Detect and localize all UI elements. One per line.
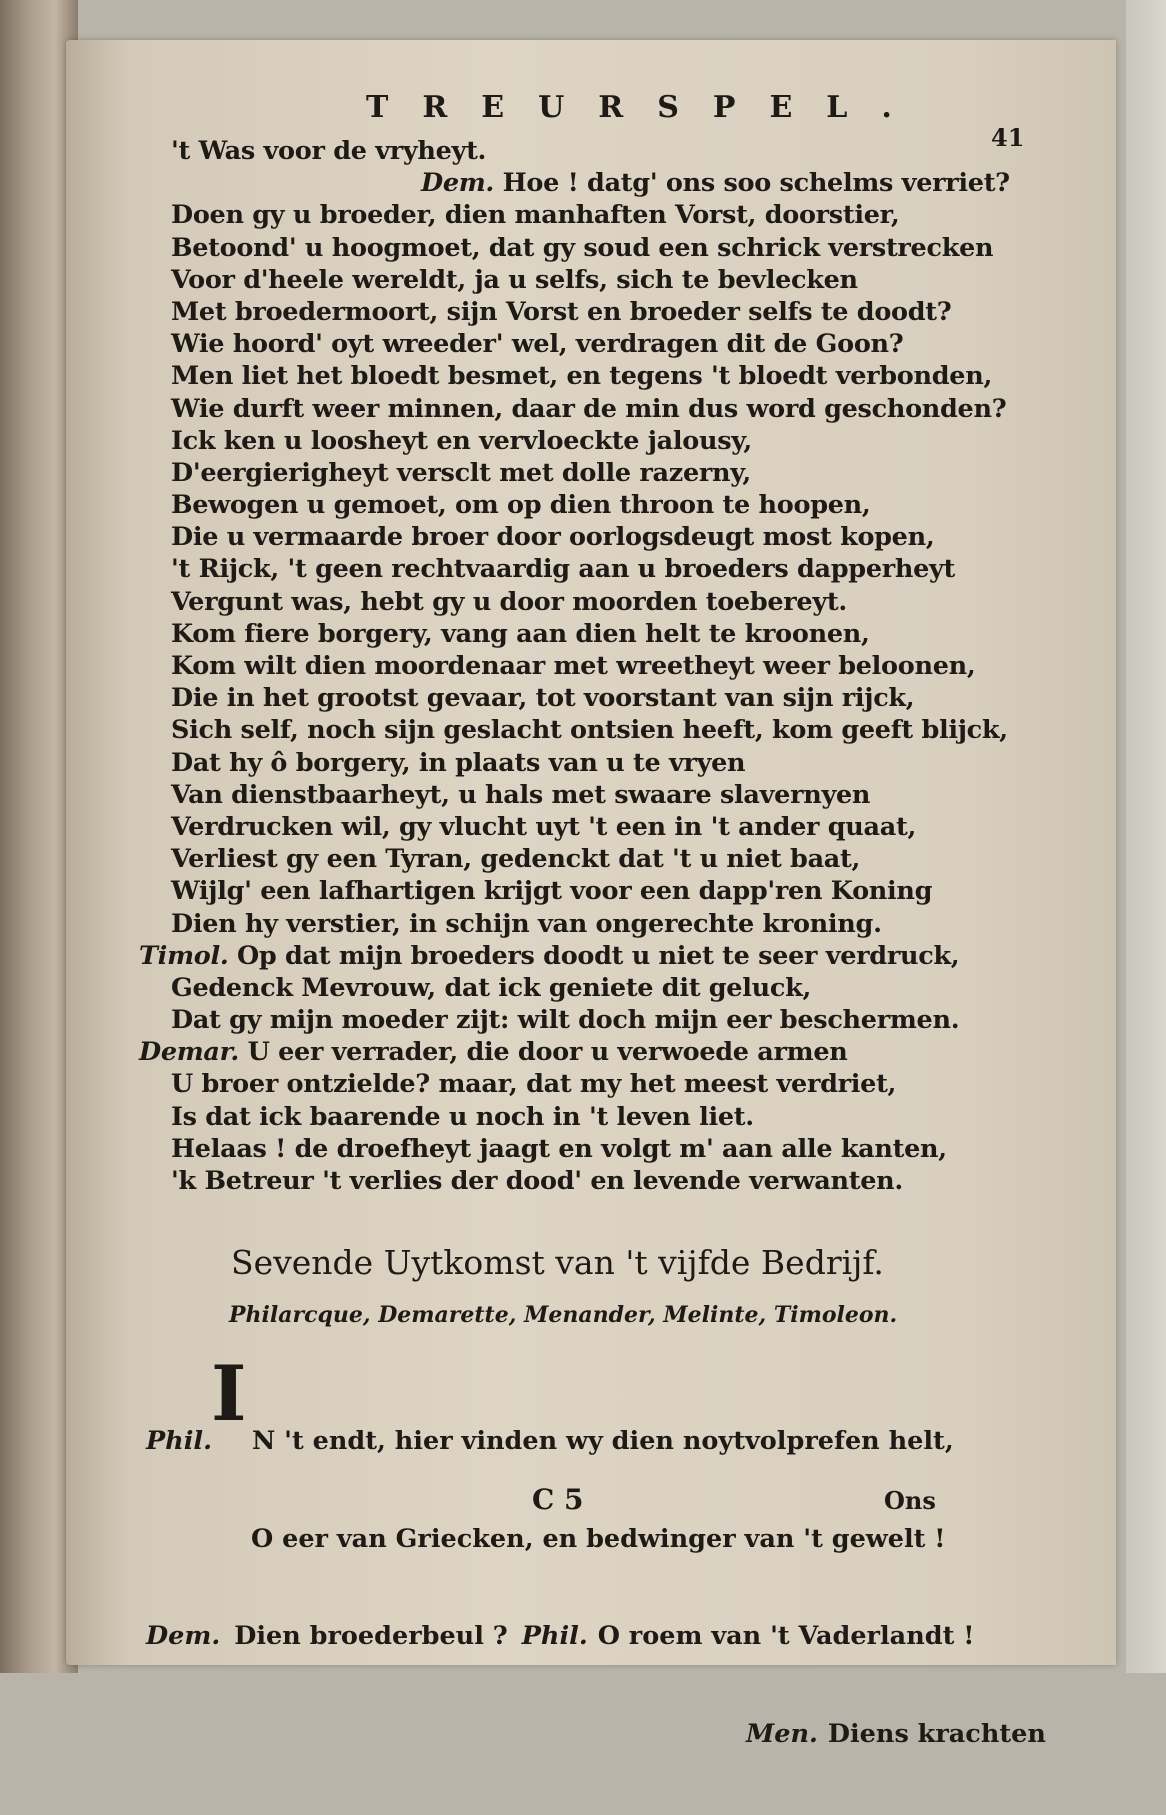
line-text: D'eergierigheyt versclt met dolle razerny, bbox=[171, 457, 751, 488]
line-text: Dat gy mijn moeder zijt: wilt doch mijn eer beschermen. bbox=[171, 1005, 960, 1036]
line-text: Gedenck Mevrouw, dat ick geniete dit geluck, bbox=[171, 972, 812, 1003]
act-line bbox=[146, 1425, 1046, 1458]
verse-line bbox=[171, 972, 1010, 1004]
line-text: 't Rijck, 't geen rechtvaardig aan u broeders dapperheyt bbox=[171, 554, 956, 585]
verse-line bbox=[171, 521, 1010, 553]
line-text: Dat hy ô borgery, in plaats van u te vryen bbox=[171, 747, 746, 778]
verse-line bbox=[171, 135, 1010, 167]
line-text: Voor d'heele wereldt, ja u selfs, sich te bevlecken bbox=[171, 264, 858, 295]
verse-line bbox=[171, 586, 1010, 618]
drop-cap: I bbox=[211, 1349, 247, 1438]
act-line bbox=[146, 1523, 1046, 1556]
line-text: 'k Betreur 't verlies der dood' en levende verwanten. bbox=[171, 1166, 903, 1196]
act-line bbox=[146, 1718, 1046, 1751]
verse-block bbox=[139, 135, 1010, 1197]
verse-line bbox=[171, 1101, 1010, 1133]
verse-line bbox=[171, 232, 1010, 264]
verse-line bbox=[171, 747, 1010, 779]
catchword: Ons bbox=[884, 1486, 936, 1515]
verse-line bbox=[171, 843, 1010, 875]
line-text: 't Was voor de vryheyt. bbox=[171, 136, 487, 166]
verse-line bbox=[171, 393, 1010, 425]
verse-line bbox=[171, 328, 1010, 360]
verse-line bbox=[171, 682, 1010, 714]
verse-line bbox=[139, 1036, 1010, 1068]
line-text: U broer ontzielde? maar, dat my het meest verdriet, bbox=[171, 1069, 897, 1100]
verse-line bbox=[171, 908, 1010, 940]
verse-line bbox=[171, 489, 1010, 521]
line-text: Hoe ! datg' ons soo schelms verriet? bbox=[502, 168, 1010, 199]
line-text: Kom fiere borgery, vang aan dien helt te kroonen, bbox=[171, 618, 870, 649]
line-text: Kom wilt dien moordenaar met wreetheyt weer beloonen, bbox=[171, 651, 976, 681]
line-text: N 't endt, hier vinden wy dien noytvolprefen helt, bbox=[251, 1426, 954, 1456]
line-text: Die in het grootst gevaar, tot voorstant van sijn rijck, bbox=[171, 683, 915, 714]
running-head: TREURSPEL. bbox=[366, 90, 926, 125]
signature-mark: C 5 bbox=[532, 1483, 584, 1516]
speaker-label: Phil. bbox=[521, 1621, 588, 1651]
speaker-label: Phil. bbox=[146, 1426, 212, 1456]
line-text: Is dat ick baarende u noch in 't leven liet. bbox=[171, 1101, 754, 1132]
line-text: U eer verrader, die door u verwoede armen bbox=[247, 1037, 848, 1068]
line-text: O roem van 't Vaderlandt ! bbox=[597, 1621, 975, 1651]
verse-line bbox=[171, 650, 1010, 682]
line-text: Diens krachten bbox=[827, 1718, 1046, 1749]
verse-line bbox=[171, 425, 1010, 457]
line-text: Verdrucken wil, gy vlucht uyt 't een in 't ander quaat, bbox=[171, 811, 917, 842]
speaker-label: Demar. bbox=[139, 1037, 240, 1068]
section-title: Sevende Uytkomst van 't vijfde Bedrijf. bbox=[231, 1243, 884, 1282]
background-surface bbox=[1126, 0, 1166, 1673]
verse-line bbox=[171, 457, 1010, 489]
line-text: Ick ken u loosheyt en vervloeckte jalousy, bbox=[171, 425, 752, 456]
verse-line bbox=[171, 296, 1010, 328]
speaker-label: Dem. bbox=[421, 168, 494, 199]
verse-line bbox=[171, 1004, 1010, 1036]
verse-line bbox=[171, 714, 1010, 746]
verse-line bbox=[171, 553, 1010, 585]
line-text: Wijlg' een lafhartigen krijgt voor een dapp'ren Koning bbox=[171, 876, 933, 907]
line-text: Doen gy u broeder, dien manhaften Vorst, doorstier, bbox=[171, 200, 900, 231]
verse-line bbox=[171, 779, 1010, 811]
verse-line bbox=[171, 618, 1010, 650]
speaker-label: Timol. bbox=[139, 940, 229, 971]
cast-list: Philarcque, Demarette, Menander, Melinte, Timoleon. bbox=[229, 1302, 898, 1328]
line-text: Dien hy verstier, in schijn van ongerechte kroning. bbox=[171, 908, 882, 939]
verse-line bbox=[139, 940, 1010, 972]
book-page bbox=[66, 40, 1116, 1749]
line-text: Helaas ! de droefheyt jaagt en volgt m' aan alle kanten, bbox=[171, 1133, 947, 1164]
speaker-label: Men. bbox=[746, 1718, 818, 1749]
verse-line bbox=[171, 199, 1010, 231]
line-text: Wie hoord' oyt wreeder' wel, verdragen dit de Goon? bbox=[171, 329, 904, 360]
line-text: Op dat mijn broeders doodt u niet te seer verdruck, bbox=[237, 940, 960, 971]
verse-line bbox=[171, 264, 1010, 296]
line-text: Met broedermoort, sijn Vorst en broeder selfs te doodt? bbox=[171, 296, 952, 327]
line-text: Sich self, noch sijn geslacht ontsien heeft, kom geeft blijck, bbox=[171, 715, 1008, 746]
act-line bbox=[146, 1620, 1046, 1653]
line-text: Wie durft weer minnen, daar de min dus word geschonden? bbox=[171, 393, 1007, 424]
line-text: Dien broederbeul ? bbox=[234, 1621, 508, 1651]
line-text: Betoond' u hoogmoet, dat gy soud een schrick verstrecken bbox=[171, 232, 994, 263]
act-lines bbox=[146, 1360, 1046, 1815]
verse-line bbox=[171, 1165, 1010, 1197]
line-text: Die u vermaarde broer door oorlogsdeugt most kopen, bbox=[171, 522, 935, 553]
line-text: Van dienstbaarheyt, u hals met swaare slavernyen bbox=[171, 779, 871, 810]
verse-line bbox=[171, 1133, 1010, 1165]
line-text: Vergunt was, hebt gy u door moorden toebereyt. bbox=[171, 586, 847, 617]
line-text: Men liet het bloedt besmet, en tegens 't bloedt verbonden, bbox=[171, 361, 993, 392]
verse-line bbox=[171, 811, 1010, 843]
line-text: Verliest gy een Tyran, gedenckt dat 't u niet baat, bbox=[171, 844, 861, 875]
page-number: 41 bbox=[991, 123, 1025, 152]
verse-line bbox=[171, 360, 1010, 392]
speaker-label: Dem. bbox=[146, 1621, 221, 1651]
line-text: Bewogen u gemoet, om op dien throon te hoopen, bbox=[171, 490, 871, 521]
verse-line bbox=[171, 1068, 1010, 1100]
verse-line bbox=[171, 875, 1010, 907]
line-text: O eer van Griecken, en bedwinger van 't gewelt ! bbox=[251, 1523, 946, 1554]
verse-line bbox=[171, 167, 1010, 199]
